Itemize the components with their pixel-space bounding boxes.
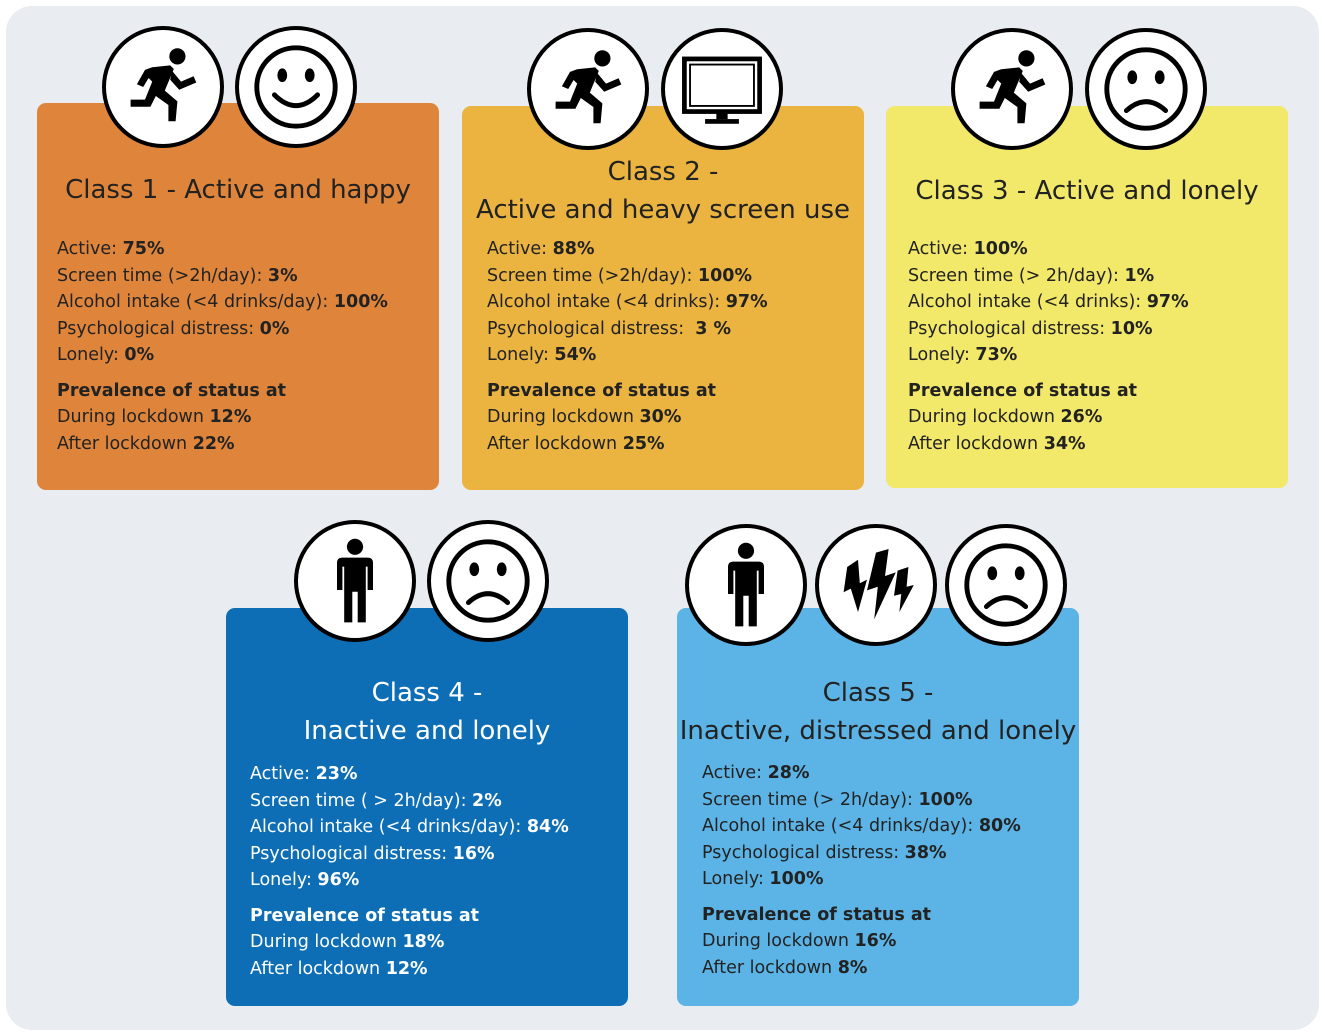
stat-alcohol: Alcohol intake (<4 drinks/day): 100% (57, 292, 388, 312)
stat-lonely: Lonely: 96% (250, 870, 360, 890)
class-1-card (37, 103, 439, 490)
monitor-icon (661, 28, 783, 150)
sad-face-icon (1085, 28, 1207, 150)
prevalence-after: After lockdown 8% (702, 957, 868, 978)
stat-screen-time: Screen time (> 2h/day): 1% (908, 265, 1155, 286)
stat-active: Active: 75% (57, 239, 165, 259)
stat-screen-time: Screen time (>2h/day): 3% (57, 265, 298, 286)
prevalence-title: Prevalence of status at (908, 380, 1138, 401)
sad-face-icon (427, 520, 549, 642)
stat-alcohol: Alcohol intake (<4 drinks/day): 84% (250, 817, 569, 837)
stat-alcohol: Alcohol intake (<4 drinks): 97% (487, 292, 768, 312)
happy-face-icon (235, 26, 357, 148)
stat-lonely: Lonely: 54% (487, 345, 597, 365)
stat-distress: Psychological distress: 16% (250, 843, 495, 864)
class-1-stats (57, 236, 388, 457)
class-2-card (462, 106, 864, 490)
stat-active: Active: 88% (487, 239, 595, 259)
standing-person-icon (685, 524, 807, 646)
class-4-stats (250, 761, 569, 982)
stat-lonely: Lonely: 0% (57, 345, 155, 365)
stat-active: Active: 100% (908, 239, 1028, 259)
class-1-title (37, 171, 439, 209)
prevalence-during: During lockdown 18% (250, 932, 445, 952)
class-3-stats (908, 236, 1189, 457)
prevalence-title: Prevalence of status at (57, 380, 287, 401)
stat-screen-time: Screen time (> 2h/day): 100% (702, 789, 973, 810)
class-4-title-line1: Class 4 - (371, 678, 483, 708)
class-2-title-line2: Active and heavy screen use (475, 195, 851, 225)
class-2-stats (487, 236, 768, 457)
class-4-title-line2: Inactive and lonely (303, 716, 551, 746)
class-3-card (886, 106, 1288, 488)
running-person-icon (951, 28, 1073, 150)
standing-person-icon (294, 520, 416, 642)
prevalence-after: After lockdown 34% (908, 433, 1086, 454)
stat-active: Active: 23% (250, 764, 358, 784)
prevalence-during: During lockdown 30% (487, 407, 682, 427)
class-4-card (226, 608, 628, 1006)
class-5-title-line1: Class 5 - (822, 678, 934, 708)
prevalence-after: After lockdown 22% (57, 433, 235, 454)
class-5-card (677, 608, 1079, 1006)
running-person-icon (527, 28, 649, 150)
stat-lonely: Lonely: 100% (702, 869, 824, 889)
stat-alcohol: Alcohol intake (<4 drinks/day): 80% (702, 816, 1021, 836)
prevalence-after: After lockdown 12% (250, 958, 428, 979)
stat-distress: Psychological distress: 10% (908, 318, 1153, 339)
stat-alcohol: Alcohol intake (<4 drinks): 97% (908, 292, 1189, 312)
lightning-distress-icon (815, 524, 937, 646)
stat-distress: Psychological distress: 3 % (487, 318, 732, 339)
class-4-title (226, 674, 628, 750)
class-5-title-line2: Inactive, distressed and lonely (679, 716, 1077, 746)
class-3-title (886, 172, 1288, 210)
class-2-title-line1: Class 2 - (607, 157, 719, 187)
stat-screen-time: Screen time ( > 2h/day): 2% (250, 790, 502, 811)
running-person-icon (102, 26, 224, 148)
stat-distress: Psychological distress: 0% (57, 318, 290, 339)
stat-lonely: Lonely: 73% (908, 345, 1018, 365)
prevalence-title: Prevalence of status at (487, 380, 717, 401)
prevalence-title: Prevalence of status at (250, 905, 480, 926)
class-1-title-line1: Class 1 - Active and happy (65, 175, 411, 205)
prevalence-during: During lockdown 26% (908, 407, 1103, 427)
class-3-title-line1: Class 3 - Active and lonely (915, 176, 1259, 206)
class-5-title (677, 674, 1079, 750)
prevalence-after: After lockdown 25% (487, 433, 665, 454)
stat-screen-time: Screen time (>2h/day): 100% (487, 265, 752, 286)
prevalence-title: Prevalence of status at (702, 904, 932, 925)
sad-face-icon (945, 524, 1067, 646)
class-5-stats (702, 760, 1021, 981)
class-2-title (462, 153, 864, 229)
stat-distress: Psychological distress: 38% (702, 842, 947, 863)
prevalence-during: During lockdown 12% (57, 407, 252, 427)
prevalence-during: During lockdown 16% (702, 931, 897, 951)
stat-active: Active: 28% (702, 763, 810, 783)
